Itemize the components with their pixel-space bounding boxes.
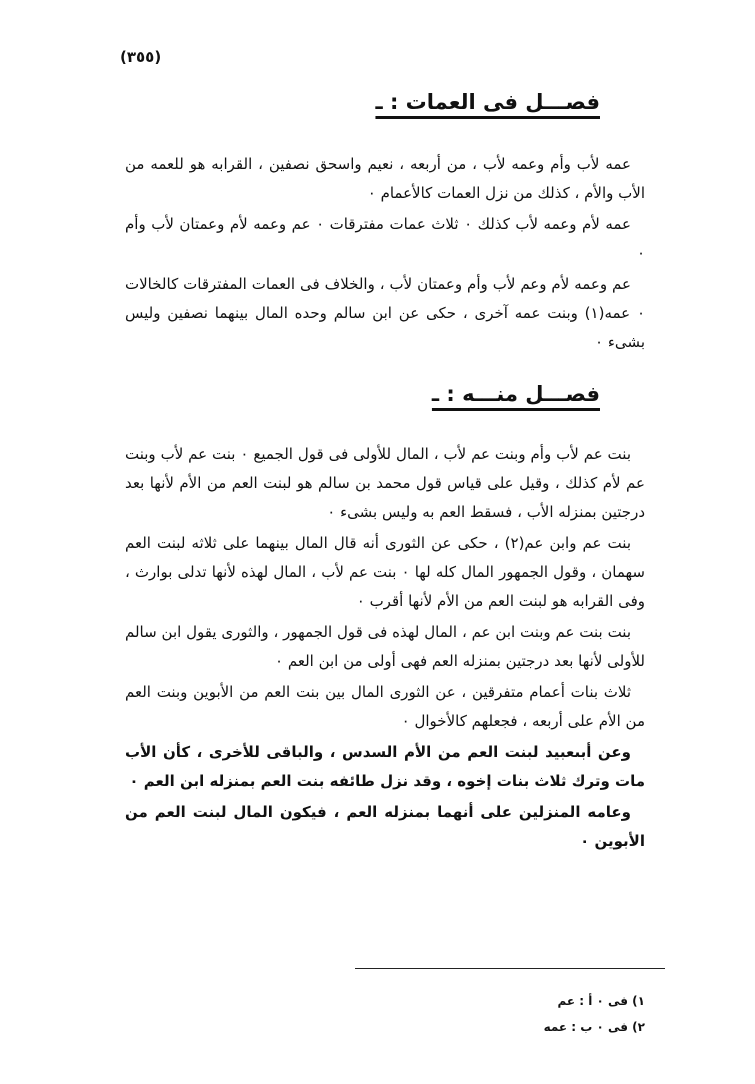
footnote: ١) فى ٠ أ : عم: [557, 994, 645, 1008]
paragraph: وعن أبىعبيد لبنت العم من الأم السدس ، والباقى للأخرى ، كأن الأب مات وترك ثلاث بنات إخوه ، وقد نزل طائفه بنت العم بمنزله ابن العم ٠: [125, 743, 645, 790]
paragraph: عمه لأم وعمه لأب كذلك ٠ ثلاث عمات مفترقات ٠ عم وعمه لأم وعمتان لأب وأم ٠: [125, 215, 645, 262]
section-body-from-it: [125, 440, 645, 858]
paragraph: بنت عم وابن عم(٢) ، حكى عن الثورى أنه قال المال بينهما على ثلاثه لبنت العم سهمان ، وقول الجمهور المال كله لها ٠ بنت عم لأب ، المال لهذه لأنها تدلى بوارث ، وفى القرابه هو لبنت العم من الأم لأنها أقرب ٠: [125, 534, 645, 610]
paragraph: بنت عم لأب وأم وبنت عم لأب ، المال للأولى فى قول الجميع ٠ بنت عم لأب وبنت عم لأم كذلك ، وقيل على قياس قول محمد بن سالم هو لبنت العم من الأم لأنها بعد درجتين بمنزله الأب ، فسقط العم به وليس بشىء ٠: [125, 445, 645, 521]
footnote-divider: [355, 968, 665, 969]
footnotes: [544, 988, 645, 1040]
paragraph: وعامه المنزلين على أنهما بمنزله العم ، فيكون المال لبنت العم من الأبوين ٠: [125, 803, 645, 850]
footnote: ٢) فى ٠ ب : عمه: [543, 1020, 645, 1034]
page-number: (٣٥٥): [120, 48, 162, 66]
paragraph: عمه لأب وأم وعمه لأب ، من أربعه ، نعيم واسحق نصفين ، القرابه هو للعمه من الأب والأم ، كذلك من نزل العمات كالأعمام ٠: [125, 155, 645, 202]
section-body-aunts: [125, 150, 645, 359]
section-heading-from-it: فصـــل منـــه : ـ: [431, 382, 600, 406]
paragraph: ثلاث بنات أعمام متفرقين ، عن الثورى المال بين بنت العم من الأبوين وبنت العم من الأم على أربعه ، فجعلهم كالأخوال ٠: [125, 683, 645, 730]
paragraph: بنت بنت عم وبنت ابن عم ، المال لهذه فى قول الجمهور ، والثورى يقول ابن سالم للأولى لأنها بعد درجتين بمنزله العم فهى أولى من ابن العم ٠: [125, 623, 645, 670]
section-heading-aunts: فصـــل فى العمات : ـ: [375, 90, 600, 114]
paragraph: عم وعمه لأم وعم لأب وأم وعمتان لأب ، والخلاف فى العمات المفترقات كالخالات ٠ عمه(١) وبنت عمه آخرى ، حكى عن ابن سالم وحده المال بينهما نصفين وليس بشىء ٠: [125, 275, 645, 351]
